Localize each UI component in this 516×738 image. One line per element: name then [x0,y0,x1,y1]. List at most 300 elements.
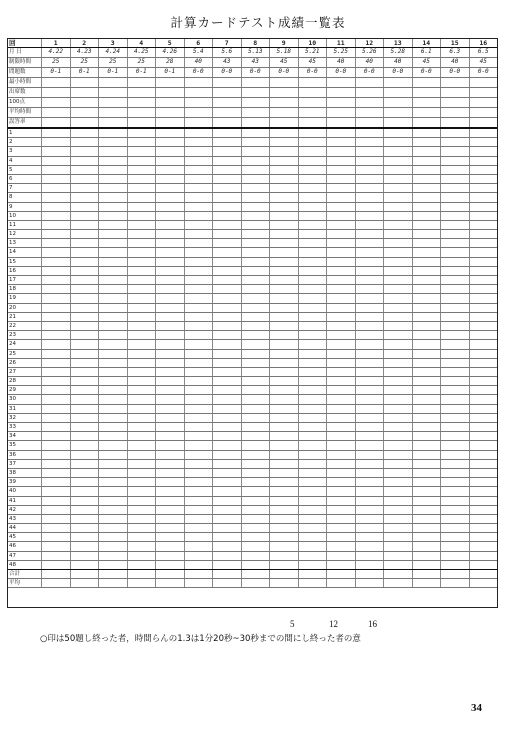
score-cell [71,487,100,495]
row-label: 平均 [8,579,42,587]
score-cell [156,350,185,358]
score-cell [156,533,185,541]
score-cell [99,460,128,468]
score-cell [327,579,356,587]
score-cell [213,497,242,505]
score-cell [299,285,328,293]
stat-cell: 0-1 [156,68,185,77]
score-cell [99,230,128,238]
score-cell [327,294,356,302]
score-cell [413,359,442,367]
score-cell [413,497,442,505]
score-cell [42,147,71,155]
score-cell [441,432,470,440]
score-cell [356,423,385,431]
score-cell [441,414,470,422]
row-label: 19 [8,294,42,302]
score-cell [270,248,299,256]
stat-cell [128,98,157,107]
stat-cell [185,98,214,107]
score-cell [99,561,128,569]
score-cell [156,184,185,192]
score-cell [185,248,214,256]
table-row [8,469,497,478]
table-row [8,129,497,138]
column-header: 12 [356,39,385,47]
stat-cell: 25 [128,58,157,67]
score-cell [71,294,100,302]
score-cell [156,285,185,293]
table-row [8,414,497,423]
score-cell [213,359,242,367]
score-cell [213,203,242,211]
score-cell [470,138,498,146]
score-cell [441,221,470,229]
score-cell [413,147,442,155]
score-cell [156,579,185,587]
table-row [8,478,497,487]
score-cell [128,533,157,541]
score-cell [185,331,214,339]
score-cell [270,524,299,532]
row-label: 25 [8,350,42,358]
row-label: 15 [8,258,42,266]
score-cell [384,147,413,155]
column-header: 7 [213,39,242,47]
score-cell [42,138,71,146]
score-cell [356,579,385,587]
score-cell [242,203,271,211]
score-cell [213,340,242,348]
score-cell [327,570,356,578]
bottom-number: 16 [368,619,377,629]
score-cell [356,166,385,174]
score-cell [441,331,470,339]
row-label: 7 [8,184,42,192]
score-cell [242,157,271,165]
score-cell [185,212,214,220]
score-cell [99,487,128,495]
score-cell [71,561,100,569]
score-cell [470,258,498,266]
row-label: 47 [8,552,42,560]
score-cell [42,441,71,449]
score-cell [71,377,100,385]
table-row [8,221,497,230]
row-label: 11 [8,221,42,229]
score-cell [242,184,271,192]
score-cell [185,506,214,514]
score-cell [356,533,385,541]
score-cell [99,138,128,146]
stat-cell [384,88,413,97]
score-cell [441,451,470,459]
table-row [8,340,497,349]
stat-row [8,88,497,98]
score-cell [99,258,128,266]
score-cell [185,267,214,275]
stat-cell [213,78,242,87]
score-cell [128,276,157,284]
column-header: 13 [384,39,413,47]
score-cell [327,542,356,550]
score-cell [99,147,128,155]
score-cell [185,542,214,550]
score-cell [299,138,328,146]
stat-cell [270,78,299,87]
score-cell [327,368,356,376]
score-cell [356,405,385,413]
score-cell [42,258,71,266]
score-cell [441,533,470,541]
score-cell [242,414,271,422]
score-cell [270,515,299,523]
score-cell [327,395,356,403]
stat-cell: 43 [213,58,242,67]
score-cell [156,340,185,348]
score-cell [242,359,271,367]
score-cell [470,157,498,165]
stat-cell [299,118,328,127]
score-cell [356,276,385,284]
stat-cell: 0-0 [384,68,413,77]
score-cell [356,175,385,183]
score-cell [185,157,214,165]
score-cell [42,157,71,165]
column-header: 5 [156,39,185,47]
score-cell [413,331,442,339]
score-cell [327,414,356,422]
score-cell [42,524,71,532]
score-cell [384,524,413,532]
stat-cell [384,118,413,127]
score-cell [470,184,498,192]
stat-cell [441,98,470,107]
score-cell [99,175,128,183]
score-cell [128,138,157,146]
score-cell [156,193,185,201]
score-cell [270,193,299,201]
score-cell [413,184,442,192]
score-cell [213,561,242,569]
stat-cell: 4.26 [156,48,185,57]
score-cell [356,497,385,505]
score-cell [242,395,271,403]
student-rows [8,129,497,588]
score-cell [213,248,242,256]
column-header: 2 [71,39,100,47]
stat-cell [441,78,470,87]
stats-block [8,48,497,128]
score-cell [242,552,271,560]
score-cell [441,395,470,403]
score-cell [327,193,356,201]
score-cell [384,331,413,339]
score-cell [327,469,356,477]
stat-row-label: 出席数 [8,88,42,97]
score-cell [356,239,385,247]
table-row [8,533,497,542]
table-row [8,432,497,441]
row-label: 4 [8,157,42,165]
score-cell [299,184,328,192]
score-cell [327,432,356,440]
stat-cell [470,88,498,97]
score-cell [99,221,128,229]
score-cell [470,469,498,477]
stat-cell: 25 [42,58,71,67]
score-cell [128,414,157,422]
stat-cell: 0-0 [299,68,328,77]
score-cell [384,129,413,137]
score-cell [242,506,271,514]
score-cell [441,304,470,312]
score-cell [384,285,413,293]
stat-cell [42,108,71,117]
stat-cell: 0-0 [356,68,385,77]
score-cell [42,487,71,495]
score-cell [99,368,128,376]
stat-cell [185,118,214,127]
score-cell [42,386,71,394]
score-cell [71,138,100,146]
score-cell [299,175,328,183]
row-label: 18 [8,285,42,293]
score-cell [242,561,271,569]
score-cell [99,497,128,505]
score-cell [299,267,328,275]
score-cell [99,359,128,367]
stat-cell [384,78,413,87]
score-cell [42,230,71,238]
stat-row-label: 最小時間 [8,78,42,87]
score-cell [327,258,356,266]
score-cell [42,340,71,348]
row-label: 21 [8,313,42,321]
score-cell [384,248,413,256]
score-cell [441,487,470,495]
score-cell [213,524,242,532]
score-cell [71,478,100,486]
score-cell [299,579,328,587]
score-cell [213,258,242,266]
score-cell [71,175,100,183]
score-cell [327,276,356,284]
stat-cell [384,108,413,117]
stat-cell: 45 [479,58,487,65]
score-cell [413,460,442,468]
stat-cell [99,98,128,107]
score-cell [242,570,271,578]
score-cell [356,340,385,348]
stat-row [8,118,497,128]
score-cell [71,203,100,211]
score-cell [356,487,385,495]
score-cell [185,313,214,321]
score-cell [185,386,214,394]
score-cell [384,497,413,505]
score-cell [413,515,442,523]
score-cell [327,552,356,560]
score-cell [185,304,214,312]
score-cell [213,322,242,330]
score-cell [213,469,242,477]
score-cell [99,423,128,431]
score-cell [356,193,385,201]
score-cell [356,221,385,229]
table-row [8,542,497,551]
score-cell [270,285,299,293]
row-label: 48 [8,561,42,569]
score-cell [156,423,185,431]
score-cell [71,285,100,293]
score-cell [356,377,385,385]
score-cell [413,129,442,137]
score-cell [356,441,385,449]
score-cell [156,478,185,486]
score-cell [185,405,214,413]
score-cell [213,395,242,403]
score-cell [384,212,413,220]
score-cell [42,515,71,523]
score-cell [270,230,299,238]
score-cell [242,515,271,523]
score-cell [384,478,413,486]
score-cell [384,322,413,330]
row-label: 40 [8,487,42,495]
score-cell [413,542,442,550]
score-cell [470,166,498,174]
score-cell [441,212,470,220]
score-cell [356,184,385,192]
score-cell [242,386,271,394]
table-header-row [8,39,497,48]
score-cell [71,276,100,284]
stat-cell [299,108,328,117]
score-cell [71,313,100,321]
score-cell [299,395,328,403]
row-label: 合計 [8,570,42,578]
score-cell [384,313,413,321]
score-cell [242,193,271,201]
stat-cell [213,108,242,117]
score-cell [71,230,100,238]
score-cell [185,460,214,468]
score-cell [42,221,71,229]
score-cell [213,175,242,183]
table-row [8,304,497,313]
score-cell [270,258,299,266]
stat-cell: 5.13 [242,48,271,57]
score-cell [470,497,498,505]
summary-row [8,570,497,579]
score-cell [441,478,470,486]
score-cell [213,129,242,137]
stat-cell [356,78,385,87]
score-cell [156,570,185,578]
score-cell [299,451,328,459]
score-cell [156,221,185,229]
stat-cell: 6.3 [441,48,470,57]
score-cell [270,138,299,146]
stat-cell [99,118,128,127]
stat-cell [242,118,271,127]
score-cell [185,533,214,541]
table-row [8,487,497,496]
score-cell [128,285,157,293]
score-cell [99,506,128,514]
score-cell [356,147,385,155]
score-cell [71,441,100,449]
score-cell [413,395,442,403]
score-cell [242,441,271,449]
score-cell [470,451,498,459]
score-cell [128,248,157,256]
score-cell [327,157,356,165]
score-cell [384,542,413,550]
score-cell [71,405,100,413]
score-cell [185,138,214,146]
stat-cell: 0-1 [99,68,128,77]
score-cell [356,258,385,266]
score-cell [128,542,157,550]
score-cell [384,350,413,358]
score-cell [384,395,413,403]
score-cell [242,487,271,495]
score-cell [327,533,356,541]
score-cell [441,506,470,514]
score-cell [42,331,71,339]
score-cell [327,230,356,238]
row-label: 22 [8,322,42,330]
row-label: 31 [8,405,42,413]
score-cell [470,561,498,569]
score-cell [384,552,413,560]
score-cell [99,524,128,532]
score-cell [128,175,157,183]
stat-cell [128,88,157,97]
score-cell [470,552,498,560]
score-cell [299,239,328,247]
score-cell [242,267,271,275]
score-cell [356,469,385,477]
score-cell [185,203,214,211]
score-cell [213,294,242,302]
stat-cell [42,98,71,107]
score-cell [71,147,100,155]
score-cell [413,340,442,348]
score-cell [99,239,128,247]
score-cell [42,377,71,385]
score-cell [71,212,100,220]
score-cell [441,267,470,275]
score-cell [413,561,442,569]
score-cell [299,331,328,339]
stat-cell [242,98,271,107]
score-cell [213,313,242,321]
row-label: 32 [8,414,42,422]
score-cell [213,414,242,422]
stat-cell [413,88,442,97]
score-cell [156,203,185,211]
score-cell [71,414,100,422]
score-cell [185,340,214,348]
row-label: 26 [8,359,42,367]
score-cell [299,193,328,201]
stat-cell [185,88,214,97]
score-cell [356,331,385,339]
score-cell [185,469,214,477]
